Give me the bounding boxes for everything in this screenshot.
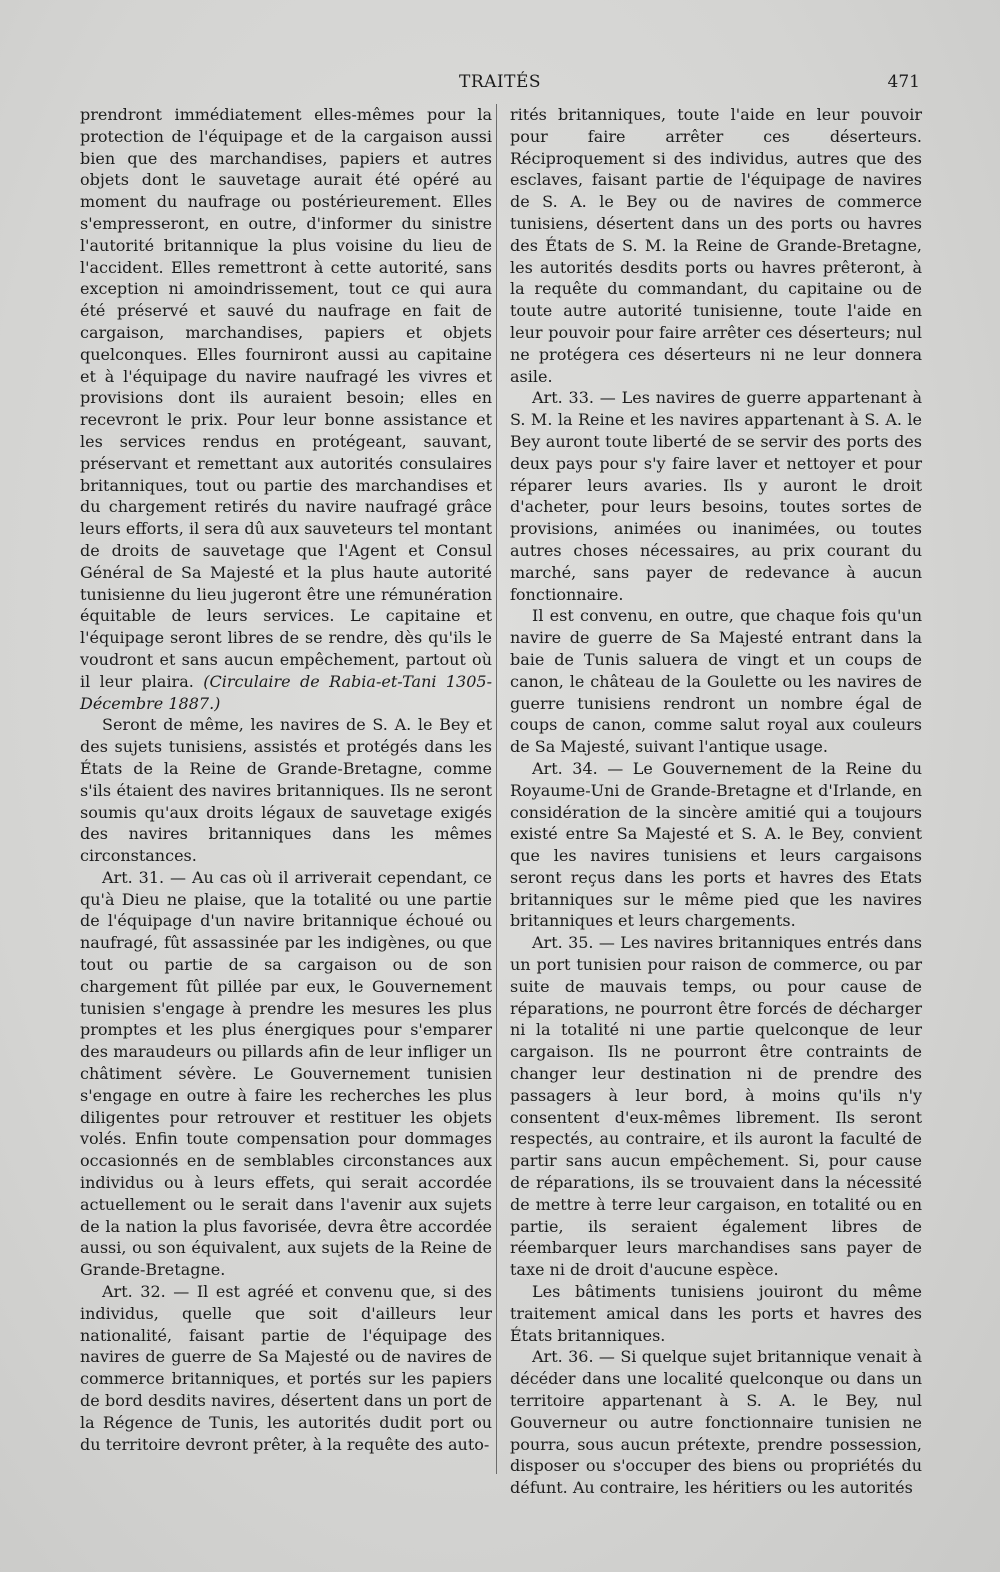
article-34: Art. 34. — Le Gouvernement de la Reine du Royaume-Uni de Grande-Bretagne et d'Irlande, en considération de la sincère amitié qui a toujours existé entre Sa Majesté et S. A. le Bey, convient que les navires tunisiens et leurs cargaisons seront reçus dans les ports et havres des Etats britanniques sur le même pied que les navires britanniques et leurs chargements. (510, 758, 922, 931)
article-32: Art. 32. — Il est agréé et convenu que, si des individus, quelle que soit d'ailleurs leur nationalité, faisant partie de l'équipage des navires de guerre de Sa Majesté ou de navires de commerce britanniques, et portés sur les papiers de bord desdits navires, désertent dans un port de la Régence de Tunis, les autorités dudit port ou du territoire devront prêter, à la requête des auto- (80, 1282, 492, 1454)
citation: (Circulaire de Rabia-et-Tani 1305-Décembre 1887.) (80, 671, 492, 713)
article-35: Art. 35. — Les navires britanniques entrés dans un port tunisien pour raison de commerce, ou par suite de mauvais temps, ou pour cause de réparations, ne pourront être forcés de décharger ni la totalité ni une partie quelconque de leur cargaison. Ils ne pourront être contraints de changer leur destination ni de prendre des passagers à leur bord, à moins qu'ils n'y consentent d'eux-mêmes librement. Ils seront respectés, au contraire, et ils auront la faculté de partir sans aucun empêchement. Si, pour cause de réparations, ils se trouvaient dans la nécessité de mettre à terre leur cargaison, en totalité ou en partie, ils seraient également libres de réembarquer leurs marchandises sans payer de taxe ni de droit d'aucune espèce. (510, 933, 922, 1280)
left-column (80, 104, 492, 1455)
right-column (510, 104, 922, 1499)
paragraph-tunisian-ships: Les bâtiments tunisiens jouiront du même traitement amical dans les ports et havres des États britanniques. (510, 1282, 922, 1345)
page-number: 471 (887, 72, 920, 92)
column-divider (496, 104, 497, 1474)
paragraph-continuation (80, 104, 492, 714)
article-31: Art. 31. — Au cas où il arriverait cependant, ce qu'à Dieu ne plaise, que la totalité ou une partie de l'équipage d'un navire britannique échoué ou naufragé, fût assassinée par les indigènes, ou que tout ou partie de sa cargaison ou de son chargement fût pillée par eux, le Gouvernement tunisien s'engage à prendre les mesures les plus promptes et les plus énergiques pour s'emparer des maraudeurs ou pillards afin de leur infliger un châtiment sévère. Le Gouvernement tunisien s'engage en outre à faire les recherches les plus diligentes pour retrouver et restituer les objets volés. Enfin toute compensation pour dommages occasionnés en de semblables circonstances aux individus ou à leurs effets, qui serait accordée actuellement ou le serait dans l'avenir aux sujets de la nation la plus favorisée, devra être accordée aussi, ou son équivalent, aux sujets de la Reine de Grande-Bretagne. (80, 867, 492, 1280)
paragraph-continuation: rités britanniques, toute l'aide en leur pouvoir pour faire arrêter ces déserteurs. Réciproquement si des individus, autres que des esclaves, faisant partie de l'équipage de navires de S. A. le Bey ou de navires de commerce tunisiens, désertent dans un des ports ou havres des États de S. M. la Reine de Grande-Bretagne, les autorités desdits ports ou havres prêteront, à la requête du commandant, du capitaine ou de toute autre autorité tunisienne, toute l'aide en leur pouvoir pour faire arrêter ces déserteurs; nul ne protégera ces déserteurs ni ne leur donnera asile. (510, 105, 922, 386)
article-33: Art. 33. — Les navires de guerre appartenant à S. M. la Reine et les navires appartenant à S. A. le Bey auront toute liberté de se servir des ports des deux pays pour s'y faire laver et nettoyer et pour réparer leurs avaries. Ils y auront le droit d'acheter, pour leurs besoins, toutes sortes de provisions, animées ou inanimées, ou toutes autres choses nécessaires, au prix courant du marché, sans payer de redevance à aucun fonctionnaire. (510, 388, 922, 604)
paragraph-text: prendront immédiatement elles-mêmes pour la protection de l'équipage et de la cargaison aussi bien que des marchandises, papiers et autres objets dont le sauvetage aurait été opéré au moment du naufrage ou postérieurement. Elles s'empresseront, en outre, d'informer du sinistre l'autorité britannique la plus voisine du lieu de l'accident. Elles remettront à cette autorité, sans exception ni amoindrissement, tout ce qui aura été préservé et sauvé du naufrage en fait de cargaison, marchandises, papiers et objets quelconques. Elles fourniront aussi au capitaine et à l'équipage du navire naufragé les vivres et provisions dont ils auraient besoin; elles en recevront le prix. Pour leur bonne assistance et les services rendus en protégeant, sauvant, préservant et remettant aux autorités consulaires britanniques, tout ou partie des marchandises et du chargement retirés du navire naufragé grâce leurs efforts, il sera dû aux sauveteurs tel montant de droits de sauvetage que l'Agent et Consul Général de Sa Majesté et la plus haute autorité tunisienne du lieu jugeront être une rémunération équitable de leurs services. Le capitaine et l'équipage seront libres de se rendre, dès qu'ils le voudront et sans aucun empêchement, partout où il leur plaira. (80, 105, 492, 691)
page-header (80, 72, 920, 100)
paragraph-salute: Il est convenu, en outre, que chaque fois qu'un navire de guerre de Sa Majesté entrant dans la baie de Tunis saluera de vingt et un coups de canon, le château de la Goulette ou les navires de guerre tunisiens rendront un nombre égal de coups de canon, comme salut royal aux couleurs de Sa Majesté, suivant l'antique usage. (510, 606, 922, 757)
paragraph-reciprocity: Seront de même, les navires de S. A. le Bey et des sujets tunisiens, assistés et protégés dans les États de la Reine de Grande-Bretagne, comme s'ils étaient des navires britanniques. Ils ne seront soumis qu'aux droits légaux de sauvetage exigés des navires britanniques dans les mêmes circonstances. (80, 715, 492, 866)
running-title: TRAITÉS (458, 72, 542, 92)
article-36: Art. 36. — Si quelque sujet britannique venait à décéder dans une localité quelconque ou dans un territoire appartenant à S. A. le Bey, nul Gouverneur ou autre fonctionnaire tunisien ne pourra, sous aucun prétexte, prendre possession, disposer ou s'occuper des biens ou propriétés du défunt. Au contraire, les héritiers ou les autorités (510, 1347, 922, 1498)
